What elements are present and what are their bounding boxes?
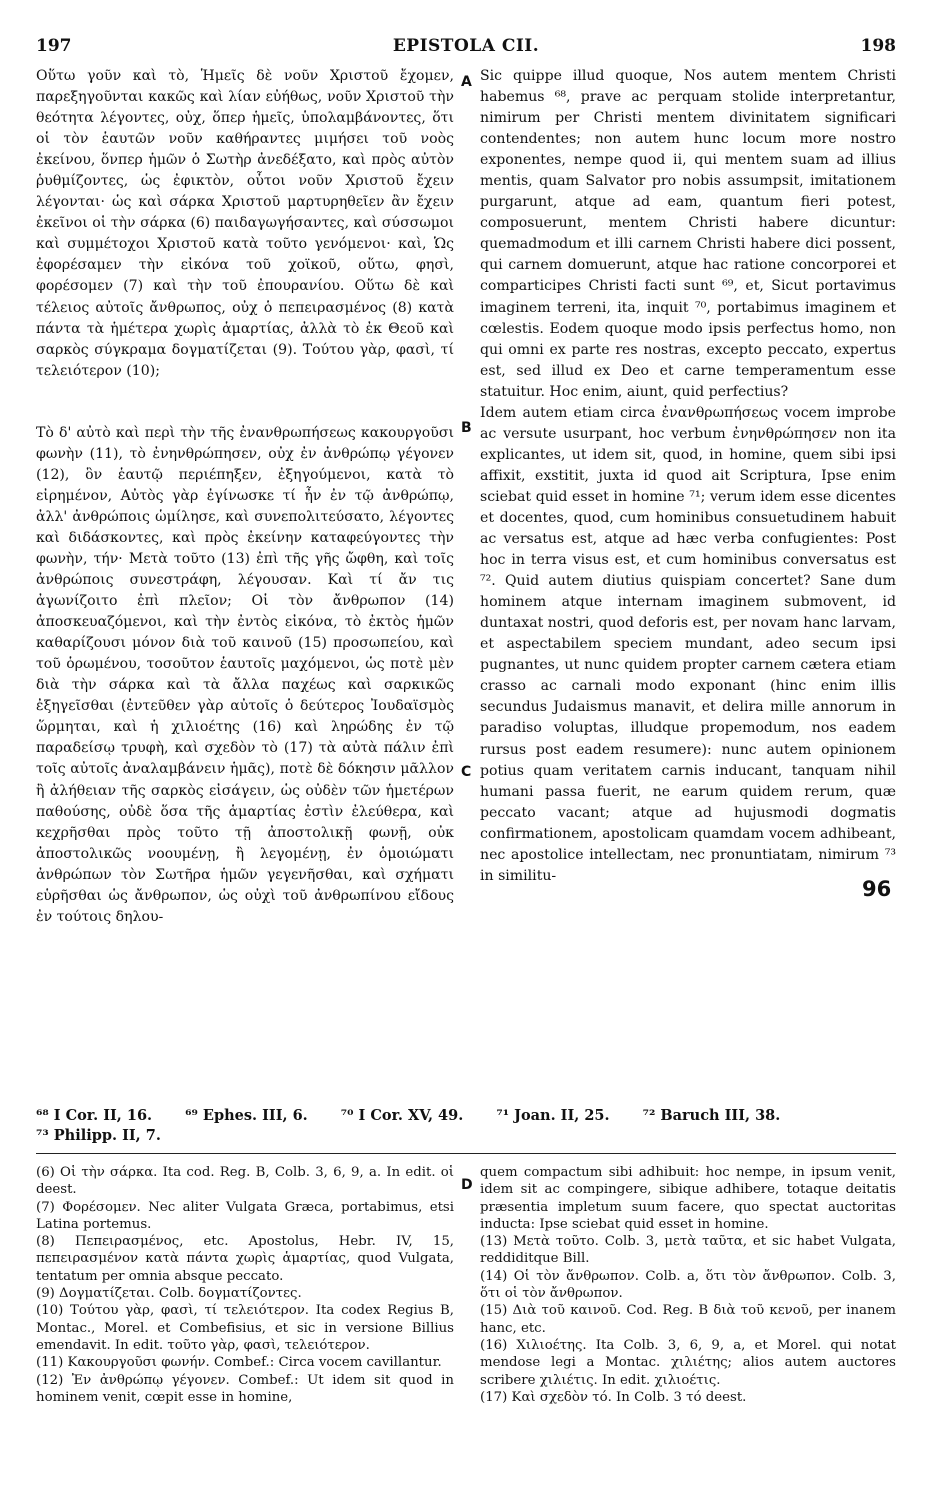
footnote-divider	[36, 1153, 896, 1154]
latin-column	[480, 66, 896, 1118]
footnote: (10) Τούτου γὰρ, φασὶ, τί τελειότερον. Ita codex Regius B, Montac., Morel. et Combefisius, et sic in versione Billius emendavit. In edit. τοῦτο γὰρ, φασὶ, τελειότερον.	[36, 1303, 454, 1353]
reference-item: ⁷² Baruch III, 38.	[642, 1107, 781, 1124]
section-marker-c: C	[461, 764, 472, 780]
footnote: (17) Καὶ σχεδὸν τό. In Colb. 3 τό deest.	[480, 1389, 747, 1405]
page-number-right: 198	[860, 36, 896, 56]
column-number-marker: 96	[862, 877, 892, 901]
greek-paragraph-1: Οὕτω γοῦν καὶ τὸ, Ἡμεῖς δὲ νοῦν Χριστοῦ ἔχομεν, παρεξηγοῦνται κακῶς καὶ λίαν εὐήθως, νοῦν Χριστοῦ τὴν θεότητα λέγοντες, οὐχ, ὅπερ ἡμεῖς, ὑπολαμβάνοντες, ὅτι οἱ τὸν ἑαυτῶν νοῦν καθήραντες μιμήσει τοῦ νοὸς ἐκείνου, ὅνπερ ἡμῶν ὁ Σωτὴρ ἀνεδέξατο, καὶ πρὸς αὐτὸν ῥυθμίζοντες, ὡς ἐφικτὸν, οὗτοι νοῦν Χριστοῦ ἔχειν λέγονται· ὡς καὶ σάρκα Χριστοῦ μαρτυρηθεῖεν ἂν ἔχειν ἐκεῖνοι οἱ τὴν σάρκα (6) παιδαγωγήσαντες, καὶ σύσσωμοι καὶ συμμέτοχοι Χριστοῦ κατὰ τοῦτο γενόμενοι· καὶ, Ὡς ἐφορέσαμεν τὴν εἰκόνα τοῦ χοϊκοῦ, οὕτω, φησὶ, φορέσομεν (7) καὶ τὴν τοῦ ἐπουρανίου. Οὕτω δὲ καὶ τέλειος αὐτοῖς ἄνθρωπος, οὐχ ὁ πεπειρασμένος (8) κατὰ πάντα τὰ ἡμέτερα χωρὶς ἁμαρτίας, ἀλλὰ τὸ ἐκ Θεοῦ καὶ σαρκὸς σύγκραμα δογματίζεται (9). Τούτου γὰρ, φασὶ, τί τελειότερον (10);	[36, 68, 454, 379]
greek-paragraph-2: Τὸ δ' αὐτὸ καὶ περὶ τὴν τῆς ἐνανθρωπήσεως κακουργοῦσι φωνὴν (11), τὸ ἐνηνθρώπησεν, οὐχ ἐν ἀνθρώπῳ γέγονεν (12), ὃν ἑαυτῷ περιέπηξεν, ἐξηγούμενοι, κατὰ τὸ εἰρημένον, Αὐτὸς γὰρ ἐγίνωσκε τί ἦν ἐν τῷ ἀνθρώπῳ, ἀλλ' ἀνθρώποις ὡμίλησε, καὶ συνεπολιτεύσατο, λέγοντες καὶ διδάσκοντες, καὶ πρὸς ἐκείνην καταφεύγοντες τὴν φωνὴν, τήν· Μετὰ τοῦτο (13) ἐπὶ τῆς γῆς ὤφθη, καὶ τοῖς ἀνθρώποις συνεστράφη, λέγουσαν. Καὶ τί ἄν τις ἀγωνίζοιτο ἐπὶ πλεῖον; Οἱ τὸν ἄνθρωπον (14) ἀποσκευαζόμενοι, καὶ τὴν ἐντὸς εἰκόνα, τὸ ἐκτὸς ἡμῶν καθαρίζουσι μόνον διὰ τοῦ καινοῦ (15) προσωπείου, καὶ τοῦ ὁρωμένου, τοσοῦτον ἑαυτοῖς μαχόμενοι, ὡς ποτὲ μὲν διὰ τὴν σάρκα καὶ τὰ ἄλλα παχέως καὶ σαρκικῶς ἐξηγεῖσθαι (ἐντεῦθεν γὰρ αὐτοῖς ὁ δεύτερος Ἰουδαϊσμὸς ὥρμηται, καὶ ἡ χιλιοέτης (16) καὶ ληρώδης ἐν τῷ παραδείσῳ τρυφὴ, καὶ σχεδὸν τὸ (17) τὰ αὐτὰ πάλιν ἐπὶ τοῖς αὐτοῖς ἀναλαμβάνειν ἡμᾶς), ποτὲ δὲ δόκησιν μᾶλλον ἢ ἀλήθειαν τῆς σαρκὸς εἰσάγειν, ὡς οὐδὲν τῶν ἡμετέρων παθούσης, οὐδὲ ὅσα τῆς ἁμαρτίας ἐστὶν ἐλεύθερα, καὶ κεχρῆσθαι πρὸς τοῦτο τῇ ἀποστολικῇ φωνῇ, οὐκ ἀποστολικῶς νοουμένῃ, ἢ λεγομένῃ, ἐν ὁμοιώματι ἀνθρώπων τὸν Σωτῆρα ἡμῶν γεγενῆσθαι, καὶ σχήματι εὑρῆσθαι ὡς ἄνθρωπον, ὡς οὐχὶ τοῦ ἀνθρωπίνου εἴδους ἐν τούτοις δηλου-	[36, 424, 454, 925]
latin-paragraph-1: Sic quippe illud quoque, Nos autem mentem Christi habemus ⁶⁸, prave ac perquam stolide interpretantur, nimirum per Christi mentem divinitatem significari contendentes; non autem hunc locum more nostro exponentes, nempe quod ii, qui mentem suam ad illius mentis, quam Salvator pro nobis assumpsit, imitationem purgarunt, atque ad eam, quantum fieri potest, composuerunt, mentem Christi habere dicuntur: quemadmodum et illi carnem Christi habere dici possent, qui carnem domuerunt, atque hac ratione concorporei et comparticipes Christi facti sunt ⁶⁹, et, Sicut portavimus imaginem terreni, ita, inquit ⁷⁰, portabimus imaginem et cœlestis. Eodem quoque modo ipsis perfectus homo, non qui omni ex parte res nostras, excepto peccato, expertus est, sed illud ex Deo et carne temperamentum esse statuitur. Hoc enim, aiunt, quid perfectius?	[480, 68, 896, 400]
reference-item: ⁷⁰ I Cor. XV, 49.	[340, 1107, 464, 1124]
footnotes-left	[36, 1164, 454, 1464]
reference-item: ⁶⁹ Ephes. III, 6.	[185, 1107, 308, 1124]
scripture-references	[36, 1106, 896, 1146]
section-marker-a: A	[461, 74, 472, 90]
footnote: quem compactum sibi adhibuit: hoc nempe, in ipsum venit, idem sit ac compingere, sibique adhibere, totaque deitatis præsentia impletum suum facere, quo spectat auctoritas inducta: Ipse sciebat quid esset in homine.	[480, 1165, 896, 1232]
footnote: (11) Κακουργοῦσι φωνήν. Combef.: Circa vocem cavillantur.	[36, 1355, 442, 1371]
page-title: EPISTOLA CII.	[392, 36, 540, 56]
section-marker-b: B	[461, 420, 472, 436]
reference-item: ⁷¹ Joan. II, 25.	[496, 1107, 610, 1124]
latin-paragraph-2: Idem autem etiam circa ἐνανθρωπήσεως vocem improbe ac versute usurpant, hoc verbum ἐνηνθρώπησεν non ita explicantes, ut idem sit, quod, in homine, quem sibi ipsi affixit, exstitit, juxta id quod ait Scriptura, Ipse enim sciebat quid esset in homine ⁷¹; verum idem esse dicentes et docentes, quod, cum hominibus consuetudinem habuit ac versatus est, atque ad hæc verba confugientes: Post hoc in terra visus est, et cum hominibus conversatus est ⁷². Quid autem diutius quispiam concertet? Sane dum hominem atque internam imaginem submovent, id duntaxat nostri, quod deforis est, per novam hanc larvam, et aspectabilem speciem mundant, adeo secum ipsi pugnantes, ut nunc quidem propter carnem cætera etiam crasso ac carnali modo exponant (hinc enim illis secundus Judaismus manavit, et delira mille annorum in paradiso voluptas, illudque propemodum, nos eadem rursus post eadem resumere): nunc autem opinionem potius quam veritatem carnis inducant, tanquam nihil humani passa fuerit, ne earum quidem rerum, quæ peccato vacant; atque ad hujusmodi dogmatis confirmationem, apostolicam quamdam vocem adhibeant, nec apostolice intellectam, nec pronuntiatam, nimirum ⁷³ in similitu-	[480, 404, 896, 884]
footnote: (8) Πεπειρασμένος, etc. Apostolus, Hebr. IV, 15, πεπειρασμένον κατὰ πάντα χωρὶς ἁμαρτίας, quod Vulgata, tentatum per omnia absque peccato.	[36, 1234, 454, 1284]
footnote: (13) Μετὰ τοῦτο. Colb. 3, μετὰ ταῦτα, et sic habet Vulgata, reddiditque Bill.	[480, 1234, 896, 1267]
footnote: (14) Οἱ τὸν ἄνθρωπον. Colb. a, ὅτι τὸν ἄνθρωπον. Colb. 3, ὅτι οἱ τὸν ἄνθρωπον.	[480, 1268, 896, 1302]
footnote: (12) Ἐν ἀνθρώπῳ γέγονεν. Combef.: Ut idem sit quod in hominem venit, cœpit esse in homine,	[36, 1372, 454, 1405]
footnote: (7) Φορέσομεν. Nec aliter Vulgata Græca, portabimus, etsi Latina portemus.	[36, 1199, 454, 1232]
section-marker-d: D	[461, 1177, 473, 1193]
greek-column	[36, 66, 454, 1118]
reference-item: ⁶⁸ I Cor. II, 16.	[36, 1107, 153, 1124]
page-number-left: 197	[36, 36, 72, 56]
footnote: (6) Οἱ τὴν σάρκα. Ita cod. Reg. B, Colb. 3, 6, 9, a. In edit. οἱ deest.	[36, 1165, 454, 1198]
footnotes-right	[480, 1164, 896, 1464]
footnote: (15) Διὰ τοῦ καινοῦ. Cod. Reg. B διὰ τοῦ κενοῦ, per inanem hanc, etc.	[480, 1303, 896, 1336]
footnote: (16) Χιλιοέτης. Ita Colb. 3, 6, 9, a, et Morel. qui notat mendose legi a Montac. χιλιέτης; alios autem auctores scribere χιλιέτις. In edit. χιλιοέτις.	[480, 1337, 896, 1388]
footnote: (9) Δογματίζεται. Colb. δογματίζοντες.	[36, 1286, 302, 1302]
reference-item: ⁷³ Philipp. II, 7.	[36, 1127, 161, 1144]
running-header	[36, 36, 896, 60]
